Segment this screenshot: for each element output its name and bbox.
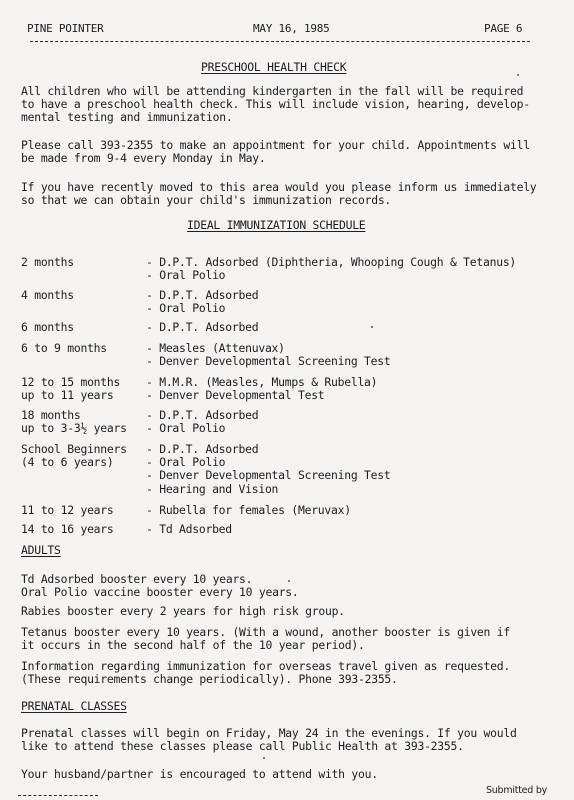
adults-line: Td Adsorbed booster every 10 years. bbox=[21, 572, 253, 586]
adults-line: Rabies booster every 2 years for high risk group. bbox=[21, 604, 345, 618]
preschool-para1-line3: mental testing and immunization. bbox=[21, 110, 233, 124]
footer-divider bbox=[18, 795, 98, 796]
preschool-para1-line2: to have a preschool health check. This will include vision, hearing, develop- bbox=[21, 97, 530, 111]
adults-line: (These requirements change periodically). Phone 393-2355. bbox=[21, 672, 398, 686]
preschool-para3-line1: If you have recently moved to this area would you please inform us immediately bbox=[21, 180, 537, 194]
schedule-item: - D.P.T. Adsorbed bbox=[146, 408, 259, 422]
schedule-age: School Beginners bbox=[21, 442, 127, 456]
schedule-title: IDEAL IMMUNIZATION SCHEDULE bbox=[187, 218, 366, 232]
prenatal-line: Your husband/partner is encouraged to attend with you. bbox=[21, 767, 378, 781]
schedule-age: 6 months bbox=[21, 320, 74, 334]
schedule-item: - Rubella for females (Meruvax) bbox=[146, 503, 351, 517]
schedule-age: 11 to 12 years bbox=[21, 503, 114, 517]
schedule-item: - Denver Developmental Screening Test bbox=[146, 468, 391, 482]
scan-speck bbox=[263, 757, 265, 759]
scan-speck bbox=[517, 74, 519, 76]
schedule-age: 6 to 9 months bbox=[21, 341, 107, 355]
adults-line: Oral Polio vaccine booster every 10 years. bbox=[21, 585, 299, 599]
preschool-para2-line2: be made from 9-4 every Monday in May. bbox=[21, 151, 266, 165]
page-number: PAGE 6 bbox=[484, 22, 523, 35]
schedule-item: - D.P.T. Adsorbed (Diphtheria, Whooping Cough & Tetanus) bbox=[146, 255, 517, 269]
schedule-age: up to 11 years bbox=[21, 388, 114, 402]
schedule-item: - Oral Polio bbox=[146, 421, 226, 435]
schedule-item: - Td Adsorbed bbox=[146, 522, 232, 536]
header-divider bbox=[30, 41, 530, 42]
schedule-item: - Oral Polio bbox=[146, 301, 226, 315]
schedule-item: - D.P.T. Adsorbed bbox=[146, 320, 259, 334]
schedule-item: - Denver Developmental Test bbox=[146, 388, 325, 402]
preschool-para2-line1: Please call 393-2355 to make an appointment for your child. Appointments will bbox=[21, 138, 530, 152]
prenatal-line: Prenatal classes will begin on Friday, May 24 in the evenings. If you would bbox=[21, 726, 517, 740]
schedule-age: 4 months bbox=[21, 288, 74, 302]
preschool-para3-line2: so that we can obtain your child's immunization records. bbox=[21, 193, 392, 207]
preschool-title: PRESCHOOL HEALTH CHECK bbox=[201, 60, 347, 74]
prenatal-line: like to attend these classes please call Public Health at 393-2355. bbox=[21, 739, 464, 753]
schedule-age: 18 months bbox=[21, 408, 81, 422]
schedule-item: - D.P.T. Adsorbed bbox=[146, 442, 259, 456]
adults-title: ADULTS bbox=[21, 543, 61, 557]
schedule-item: - Hearing and Vision bbox=[146, 482, 279, 496]
schedule-item: - Measles (Attenuvax) bbox=[146, 341, 285, 355]
schedule-age: up to 3-3½ years bbox=[21, 421, 127, 435]
schedule-age: (4 to 6 years) bbox=[21, 455, 114, 469]
adults-line: it occurs in the second half of the 10 year period). bbox=[21, 638, 365, 652]
adults-line: Information regarding immunization for overseas travel given as requested. bbox=[21, 659, 510, 673]
scan-speck bbox=[371, 326, 373, 328]
schedule-age: 2 months bbox=[21, 255, 74, 269]
adults-line: Tetanus booster every 10 years. (With a wound, another booster is given if bbox=[21, 625, 510, 639]
issue-date: MAY 16, 1985 bbox=[253, 22, 330, 35]
schedule-item: - M.M.R. (Measles, Mumps & Rubella) bbox=[146, 375, 378, 389]
schedule-item: - Oral Polio bbox=[146, 268, 226, 282]
schedule-item: - Denver Developmental Screening Test bbox=[146, 354, 391, 368]
schedule-item: - Oral Polio bbox=[146, 455, 226, 469]
schedule-item: - D.P.T. Adsorbed bbox=[146, 288, 259, 302]
schedule-age: 14 to 16 years bbox=[21, 522, 114, 536]
publication-name: PINE POINTER bbox=[27, 22, 104, 35]
schedule-age: 12 to 15 months bbox=[21, 375, 121, 389]
scan-speck bbox=[288, 580, 290, 582]
preschool-para1-line1: All children who will be attending kindergarten in the fall will be required bbox=[21, 84, 524, 98]
submitted-by-label: Submitted by bbox=[486, 785, 547, 796]
prenatal-title: PRENATAL CLASSES bbox=[21, 699, 127, 713]
